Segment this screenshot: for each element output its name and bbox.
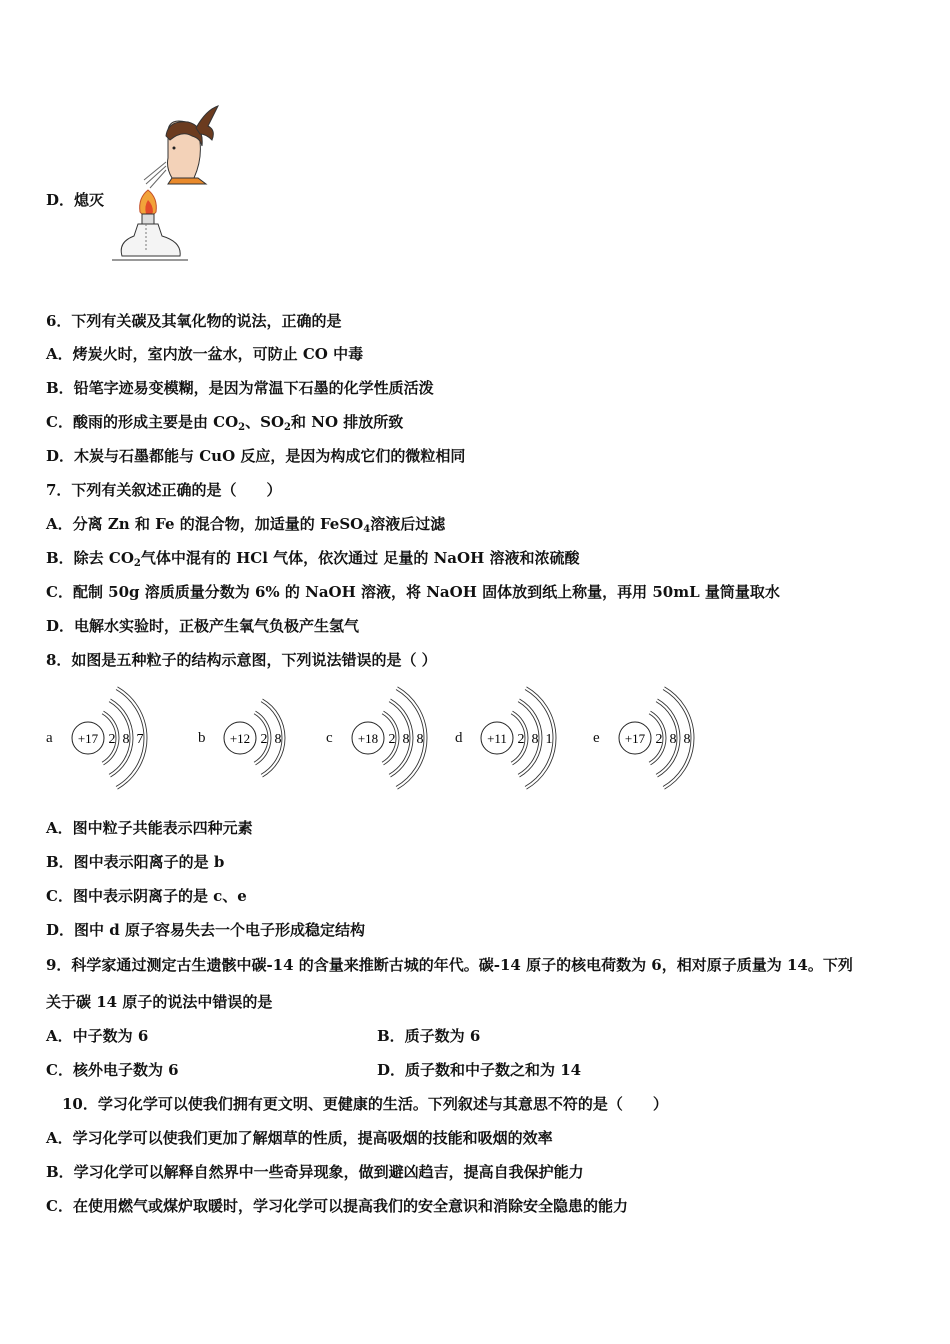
q6-option-b: B．铅笔字迹易变模糊，是因为常温下石墨的化学性质活泼	[46, 379, 434, 397]
q5-option-d: D．熄灭	[46, 191, 105, 209]
flame-icon	[140, 190, 157, 217]
q9-option-d: D．质子数和中子数之和为 14	[377, 1061, 582, 1079]
girl-head-icon	[166, 106, 218, 184]
shell-electron-count: 2	[517, 732, 525, 747]
nucleus-charge: +12	[229, 731, 251, 746]
q9-stem-line2: 关于碳 14 原子的说法中错误的是	[46, 993, 273, 1011]
atom-diagram-b	[220, 682, 322, 792]
q7-option-a: A．分离 Zn 和 Fe 的混合物，加适量的 FeSO$_4$溶液后过滤	[46, 515, 446, 535]
q8-option-b: B．图中表示阳离子的是 b	[46, 853, 225, 871]
atom-label-e: e	[593, 730, 600, 746]
q7-option-d: D．电解水实验时，正极产生氧气负极产生氢气	[46, 617, 360, 635]
nucleus-charge: +11	[487, 731, 507, 746]
atom-diagram-d	[477, 682, 597, 792]
shell-electron-count: 7	[136, 732, 144, 747]
q6-option-c: C．酸雨的形成主要是由 $CO_2$、$SO_2$和 NO 排放所致	[46, 413, 404, 433]
shell-electron-count: 2	[655, 732, 663, 747]
q10-option-a: A．学习化学可以使我们更加了解烟草的性质，提高吸烟的技能和吸烟的效率	[46, 1129, 553, 1147]
atom-label-d: d	[455, 730, 463, 746]
atom-label-c: c	[326, 730, 333, 746]
shell-electron-count: 8	[669, 732, 677, 747]
shell-electron-count: 1	[545, 732, 553, 747]
atom-diagram-a	[68, 682, 188, 792]
q9-option-c: C．核外电子数为 6	[46, 1061, 179, 1079]
q8-stem: 8．如图是五种粒子的结构示意图，下列说法错误的是（ ）	[46, 651, 437, 669]
q8-option-d: D．图中 d 原子容易失去一个电子形成稳定结构	[46, 921, 365, 939]
q8-option-c: C．图中表示阴离子的是 c、e	[46, 887, 247, 905]
blow-out-lamp-illustration	[108, 100, 223, 270]
q10-option-b: B．学习化学可以解释自然界中一些奇异现象，做到避凶趋吉，提高自我保护能力	[46, 1163, 584, 1181]
q6-option-d: D．木炭与石墨都能与 CuO 反应，是因为构成它们的微粒相同	[46, 447, 466, 465]
atom-label-b: b	[198, 730, 206, 746]
q7-option-c: C．配制 50g 溶质质量分数为 6% 的 NaOH 溶液，将 NaOH 固体放到纸上称量，再用 50mL 量筒量取水	[46, 583, 780, 601]
q8-option-a: A．图中粒子共能表示四种元素	[46, 819, 253, 837]
q9-option-a: A．中子数为 6	[46, 1027, 149, 1045]
q6-option-a: A．烤炭火时，室内放一盆水，可防止 CO 中毒	[46, 345, 364, 363]
q6-stem: 6．下列有关碳及其氧化物的说法，正确的是	[46, 312, 342, 330]
nucleus-charge: +17	[77, 731, 99, 746]
q10-option-c: C．在使用燃气或煤炉取暖时，学习化学可以提高我们的安全意识和消除安全隐患的能力	[46, 1197, 628, 1215]
shell-electron-count: 8	[122, 732, 130, 747]
shell-electron-count: 8	[416, 732, 424, 747]
q9-option-b: B．质子数为 6	[377, 1027, 481, 1045]
shell-electron-count: 8	[402, 732, 410, 747]
q9-stem-line1: 9．科学家通过测定古生遗骸中碳-14 的含量来推断古城的年代。碳-14 原子的核电荷数为 6，相对原子质量为 14。下列	[46, 956, 853, 974]
shell-electron-count: 8	[683, 732, 691, 747]
shell-electron-count: 8	[274, 732, 282, 747]
atom-label-a: a	[46, 730, 53, 746]
shell-electron-count: 2	[108, 732, 116, 747]
nucleus-charge: +18	[357, 731, 379, 746]
q7-stem: 7．下列有关叙述正确的是（ ）	[46, 481, 282, 499]
atom-diagram-e	[615, 682, 735, 792]
shell-electron-count: 8	[531, 732, 539, 747]
shell-electron-count: 2	[260, 732, 268, 747]
nucleus-charge: +17	[624, 731, 646, 746]
atom-diagram-c	[348, 682, 468, 792]
breath-lines-icon	[144, 162, 166, 188]
q7-option-b: B．除去 $CO_2$气体中混有的 HCl 气体，依次通过 足量的 NaOH 溶液和浓硫酸	[46, 549, 580, 569]
q10-stem: 10．学习化学可以使我们拥有更文明、更健康的生活。下列叙述与其意思不符的是（ ）	[62, 1095, 668, 1113]
shell-electron-count: 2	[388, 732, 396, 747]
alcohol-lamp-icon	[112, 214, 188, 260]
